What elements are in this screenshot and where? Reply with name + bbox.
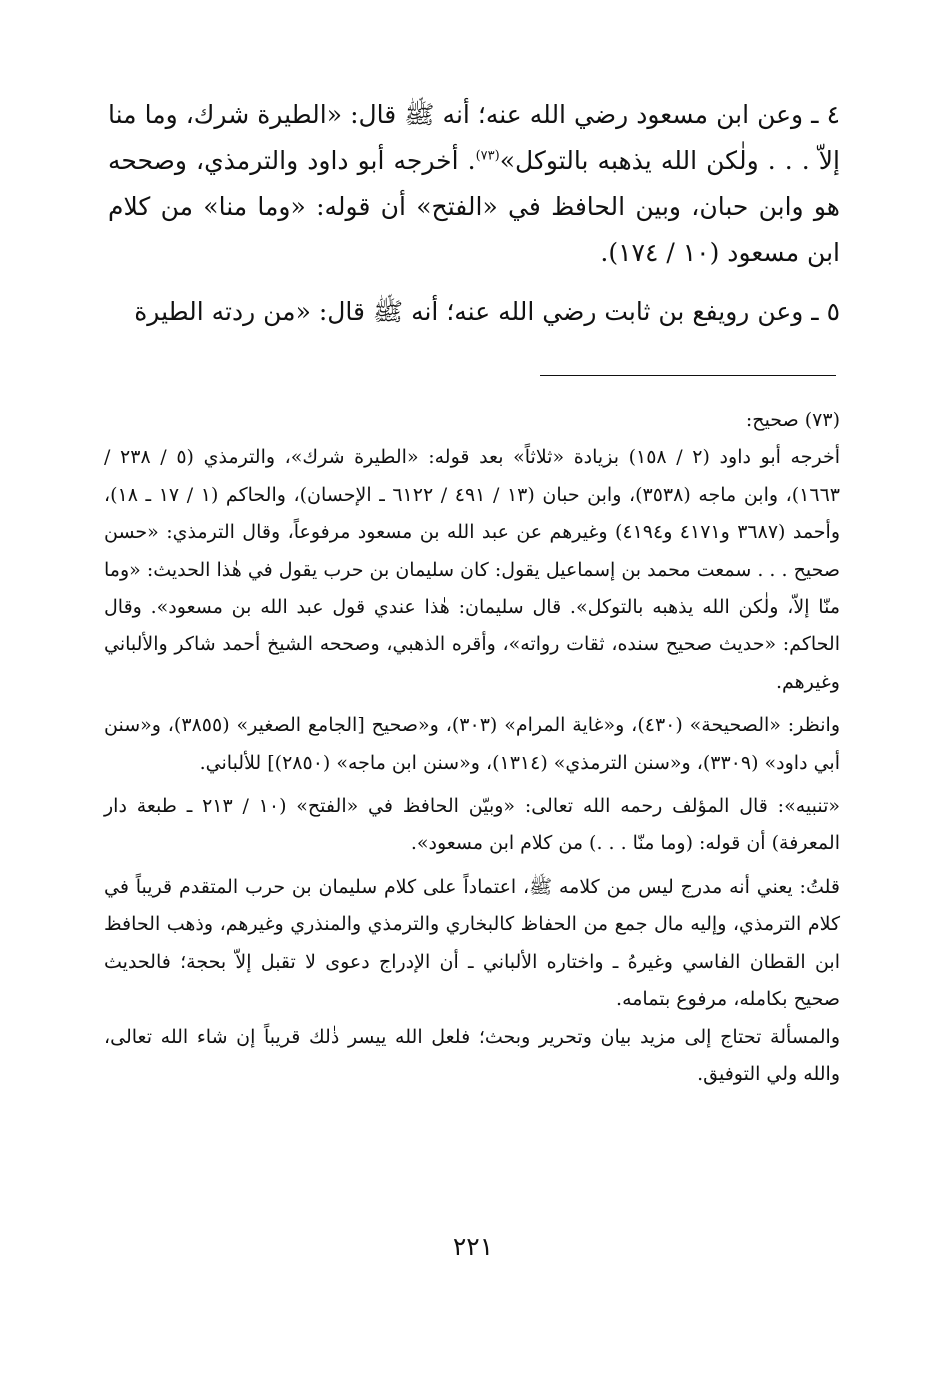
footnote-heading: (٧٣) صحيح: — [745, 409, 840, 431]
footnote-closing: والمسألة تحتاج إلى مزيد بيان وتحرير وبحث؛ فلعل الله ييسر ذٰلك قريباً إن شاء الله تعالى، والله ولي التوفيق. — [104, 1025, 840, 1085]
footnote-ref-73[interactable]: (٧٣) — [475, 148, 500, 164]
hadith-4-text: ٤ ـ وعن ابن مسعود رضي الله عنه؛ أنه ﷺ قال: «الطيرة شرك، وما منا إلاّ . . . ولٰكن الله يذهبه بالتوكل» — [108, 100, 840, 175]
main-text — [108, 92, 840, 334]
page-number: ٢٢١ — [452, 1232, 494, 1261]
footnote-comment: قلتُ: يعني أنه مدرج ليس من كلامه ﷺ، اعتماداً على كلام سليمان بن حرب المتقدم قريباً في كلام الترمذي، وإليه مال جمع من الحفاظ كالبخاري والترمذي والمنذري وغيرهم، وذهب الحافظ ابن القطان الفاسي وغيرهُ ـ واختاره الألباني ـ أن الإدراج دعوى لا تقبل إلاّ بحجة؛ فالحديث صحيح بكامله، مرفوع بتمامه. — [104, 875, 840, 1011]
footnote-separator — [540, 375, 836, 376]
footnotes — [104, 402, 840, 1093]
hadith-4-takhrij: . أخرجه أبو داود والترمذي، وصححه هو وابن حبان، وبين الحافظ في «الفتح» أن قوله: «وما منا» من كلام ابن مسعود (١٠ / ١٧٤). — [108, 146, 840, 267]
footnote-notice: «تنبيه»: قال المؤلف رحمه الله تعالى: «وبيّن الحافظ في «الفتح» (١٠ / ٢١٣ ـ طبعة دار المعرفة) أن قوله: (وما منّا . . .) من كلام ابن مسعود». — [104, 795, 840, 855]
hadith-5-paragraph: ٥ ـ وعن رويفع بن ثابت رضي الله عنه؛ أنه ﷺ قال: «من ردته الطيرة — [134, 297, 840, 326]
footnote-takhrij: أخرجه أبو داود (٢ / ١٥٨) بزيادة «ثلاثاً» بعد قوله: «الطيرة شرك»، والترمذي (٥ / ٢٣٨ / ١٦٦٣)، وابن ماجه (٣٥٣٨)، وابن حبان (١٣ / ٤٩١ / ٦١٢٢ ـ الإحسان)، والحاكم (١ / ١٧ ـ ١٨)، وأحمد (٣٦٨٧ و٤١٧١ و٤١٩٤) وغيرهم عن عبد الله بن مسعود مرفوعاً، وقال الترمذي: «حسن صحيح . . . سمعت محمد بن إسماعيل يقول: كان سليمان بن حرب يقول في هٰذا الحديث: «وما منّا إلاّ، ولٰكن الله يذهبه بالتوكل». قال سليمان: هٰذا عندي قول عبد الله بن مسعود». وقال الحاكم: «حديث صحيح سنده، ثقات رواته»، وأقره الذهبي، وصححه الشيخ أحمد شاكر والألباني وغيرهم. — [104, 446, 841, 693]
hadith-4-paragraph — [108, 92, 840, 276]
footnote-references: وانظر: «الصحيحة» (٤٣٠)، و«غاية المرام» (٣٠٣)، و«صحيح [الجامع الصغير» (٣٨٥٥)، و«سنن أبي داود» (٣٣٠٩)، و«سنن الترمذي» (١٣١٤)، و«سنن ابن ماجه» (٢٨٥٠)] للألباني. — [104, 714, 841, 774]
